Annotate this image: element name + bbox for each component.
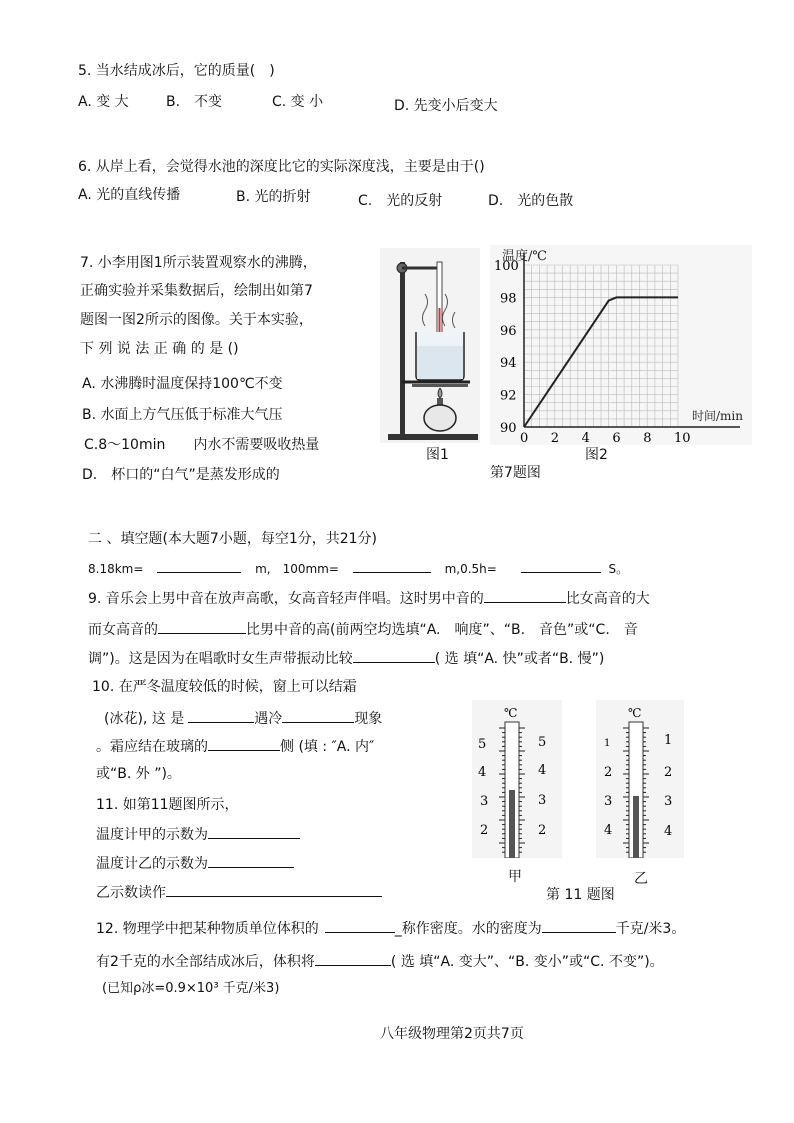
jia-right-2: 2 [538,823,547,838]
y-tick-label: 98 [500,291,517,307]
q9-line-3 [88,648,604,668]
q11-figure-caption: 第 11 题图 [546,887,615,903]
thermometer-yi-label: 乙 [634,871,648,887]
q5-option-a: A. 变 大 [78,94,129,110]
q9-text-2a: 而女高音的 [88,622,158,638]
q10-text-2a: (冰花), 这 是 [104,711,185,727]
q7-option-a: A. 水沸腾时温度保持100℃不变 [82,376,283,392]
q10-blank-1[interactable] [188,708,254,723]
q6-stem: 6. 从岸上看，会觉得水池的深度比它的实际深度浅，主要是由于() [78,159,485,175]
q7-line-3: 题图一图2所示的图像。关于本实验， [80,312,313,328]
q7-line-1: 7. 小李用图1所示装置观察水的沸腾， [80,255,317,271]
yi-unit: ℃ [628,706,642,720]
q9-blank-1[interactable] [484,588,566,603]
q10-line-2 [104,708,382,728]
x-tick-label: 2 [550,431,560,445]
q8-part-1: 8.18km= [88,562,144,576]
section2-heading: 二 、填空题(本大题7小题，每空1分，共21分) [88,531,378,547]
q9-text-2b: 比男中音的高(前两空均选填“A. 响度”、“B. 音色”或“C. 音 [246,622,638,638]
q5-stem: 5. 当水结成冰后，它的质量( ) [78,63,275,79]
x-tick-label: 0 [520,431,529,445]
q8-blank-3[interactable] [521,558,601,573]
q7-option-c: C.8～10min 内水不需要吸收热量 [84,437,320,453]
yi-right-2: 2 [664,765,673,780]
q9-blank-3[interactable] [353,648,435,663]
q10-line-4: 或“B. 外 ”)。 [96,766,181,782]
q12-text-2a: 有2千克的水全部结成冰后，体积将 [96,954,315,970]
q10-line-1: 10. 在严冬温度较低的时候，窗上可以结霜 [92,679,357,695]
q6-option-d: D. 光的色散 [488,193,574,209]
boiling-apparatus-figure [380,248,480,443]
q11-text-4: 乙示数读作 [96,885,166,901]
q11-blank-2[interactable] [208,853,294,868]
q12-blank-1[interactable] [325,918,395,933]
q8-line [88,558,628,577]
q12-line-2 [96,951,664,971]
q12-blank-3[interactable] [315,951,391,966]
yi-left-2: 2 [604,765,613,780]
q12-text-2b: ( 选 填“A. 变大”、“B. 变小”或“C. 不变”)。 [390,954,664,970]
q10-blank-2[interactable] [282,708,354,723]
q10-line-3 [96,736,374,756]
q9-line-2 [88,619,638,639]
q11-line-2 [96,824,300,844]
q8-part-3: m,0.5h= [444,562,497,576]
yi-mercury [633,796,639,858]
q12-text-1b: _称作密度。水的密度为 [394,921,542,937]
q11-text-2: 温度计甲的示数为 [96,827,208,843]
y-tick-label: 96 [500,323,517,339]
jia-left-2: 2 [480,823,489,838]
page-footer: 八年级物理第2页共7页 [380,1026,524,1042]
q6-option-c: C. 光的反射 [358,193,443,209]
fig1-caption: 图1 [426,447,449,463]
q11-line-1: 11. 如第11题图所示， [96,797,239,813]
yi-left-3: 3 [604,794,613,809]
yi-right-3: 3 [664,794,673,809]
thermometer-yi [596,700,684,858]
q9-text-1a: 9. 音乐会上男中音在放声高歌，女高音轻声伴唱。这时男中音的 [88,591,484,607]
jia-right-4: 4 [538,763,547,778]
jia-unit: ℃ [504,706,518,720]
q5-option-b: B. 不变 [166,94,223,110]
q12-line-1 [96,918,685,938]
q8-blank-1[interactable] [157,558,241,573]
y-tick-label: 94 [500,356,517,372]
x-axis-label: 时间/min [692,409,743,423]
q12-blank-2[interactable] [542,918,616,933]
jia-right-3: 3 [538,793,547,808]
q12-line-3: (已知ρ冰=0.9×10³ 千克/米3) [102,981,280,996]
q6-option-b: B. 光的折射 [236,189,311,205]
q8-part-2: m, 100mm= [255,562,339,576]
x-tick-label: 10 [674,431,691,445]
jia-left-3: 3 [480,794,489,809]
q11-blank-1[interactable] [208,824,300,839]
x-tick-label: 8 [643,431,652,445]
q9-text-1b: 比女高音的大 [565,591,650,607]
q7-line-4: 下 列 说 法 正 确 的 是 () [80,341,239,357]
q7-figure-caption: 第7题图 [490,465,541,481]
yi-right-1: 1 [664,733,673,748]
q12-text-1c: 千克/米3。 [615,921,686,937]
q10-text-2c: 现象 [354,711,383,727]
y-tick-label: 92 [500,388,517,404]
q7-option-b: B. 水面上方气压低于标准大气压 [82,407,283,423]
q10-blank-3[interactable] [208,736,280,751]
x-tick-label: 4 [581,431,590,445]
y-tick-label: 100 [494,259,519,274]
q11-line-3 [96,853,294,873]
jia-right-5: 5 [538,735,547,750]
yi-right-4: 4 [664,824,673,839]
fig2-caption: 图2 [585,447,608,463]
q9-text-3b: ( 选 填“A. 快”或者“B. 慢”) [434,651,605,667]
q11-blank-3[interactable] [166,882,382,897]
q6-option-a: A. 光的直线传播 [78,187,181,203]
y-tick-label: 90 [500,421,517,436]
yi-left-1: 1 [604,738,611,749]
q9-blank-2[interactable] [158,619,246,634]
q9-line-1 [88,588,650,608]
q7-option-d: D. 杯口的“白气”是蒸发形成的 [82,467,280,483]
q10-text-3b: 侧 (填 : ″A. 内″ [280,739,375,755]
q10-text-2b: 遇冷 [254,711,283,727]
y-axis-label: 温度/℃ [502,249,547,264]
q9-text-3a: 调”)。这是因为在唱歌时女生声带振动比较 [88,651,353,667]
temperature-time-chart [490,245,752,445]
thermometer-jia [472,700,562,858]
x-tick-label: 6 [612,431,621,445]
jia-mercury [509,790,515,858]
q11-text-3: 温度计乙的示数为 [96,856,208,872]
q5-option-c: C. 变 小 [272,94,324,110]
jia-left-5: 5 [478,737,487,752]
jia-left-4: 4 [478,765,487,780]
q12-text-1a: 12. 物理学中把某种物质单位体积的 [96,921,319,937]
q8-part-4: S。 [608,562,629,576]
q5-option-d: D. 先变小后变大 [394,98,498,114]
q8-blank-2[interactable] [353,558,431,573]
q11-line-4 [96,882,382,902]
yi-left-4: 4 [604,823,613,838]
q10-text-3a: 。霜应结在玻璃的 [96,739,208,755]
thermometer-jia-label: 甲 [508,869,522,885]
q7-line-2: 正确实验并采集数据后，绘制出如第7 [80,283,313,299]
